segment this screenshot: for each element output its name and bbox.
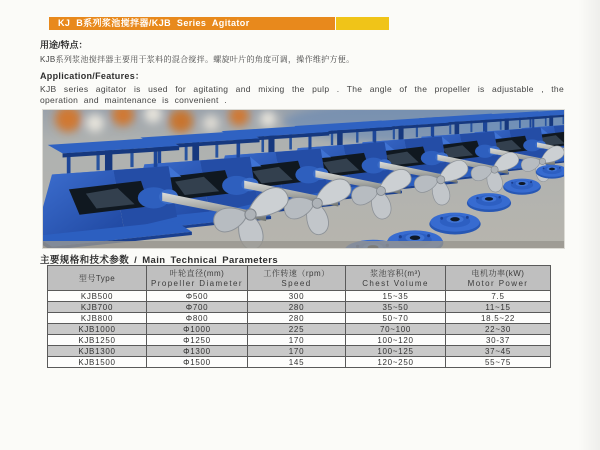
col-header-speed-cn: 工作转速（rpm）	[263, 269, 330, 278]
table-cell: Φ700	[147, 302, 248, 313]
table-body	[48, 291, 551, 368]
table-cell: Φ1300	[147, 346, 248, 357]
col-header-chest-volume	[346, 266, 446, 291]
table-cell: 280	[248, 313, 346, 324]
usage-heading-en: Application/Features：	[40, 71, 145, 81]
table-cell: KJB500	[48, 291, 147, 302]
intro-section	[40, 38, 564, 105]
table-cell: KJB800	[48, 313, 147, 324]
table-cell: Φ800	[147, 313, 248, 324]
table-cell: KJB1000	[48, 324, 147, 335]
table-cell: KJB1300	[48, 346, 147, 357]
table-cell: 225	[248, 324, 346, 335]
usage-body-cn: KJB系列浆池搅拌器主要用于浆料的混合搅拌。螺旋叶片的角度可调，操作维护方便。	[40, 55, 355, 64]
col-header-motor-power-cn: 电机功率(kW)	[471, 269, 525, 278]
table-row	[48, 302, 551, 313]
table-cell: 170	[248, 335, 346, 346]
product-photo	[43, 110, 564, 248]
col-header-propeller-diameter-en: Propeller Diameter	[151, 279, 243, 288]
col-header-chest-volume-cn: 浆池容积(m³)	[370, 269, 421, 278]
table-cell: KJB700	[48, 302, 147, 313]
col-header-type-cn: 型号Type	[78, 273, 116, 283]
table-cell: Φ1250	[147, 335, 248, 346]
usage-body-en: KJB series agitator is used for agitating and mixing the pulp . The angle of the propeller is adjustable , the operation and maintenance is convenient .	[40, 84, 564, 105]
col-header-propeller-diameter	[147, 266, 248, 291]
product-photo-illustration	[43, 110, 564, 248]
col-header-motor-power-en: Motor Power	[467, 279, 529, 288]
table-header-row	[48, 266, 551, 291]
table-cell: 300	[248, 291, 346, 302]
table-cell: 35~50	[346, 302, 446, 313]
col-header-speed	[248, 266, 346, 291]
table-cell: 70~100	[346, 324, 446, 335]
table-row	[48, 357, 551, 368]
col-header-motor-power	[446, 266, 551, 291]
table-row	[48, 335, 551, 346]
col-header-chest-volume-en: Chest Volume	[362, 279, 429, 288]
table-cell: 50~70	[346, 313, 446, 324]
table-cell: 30-37	[446, 335, 551, 346]
table-cell: 37~45	[446, 346, 551, 357]
table-row	[48, 291, 551, 302]
col-header-type	[48, 266, 147, 291]
table-cell: 15~35	[346, 291, 446, 302]
table-cell: 22~30	[446, 324, 551, 335]
technical-parameters-table	[47, 265, 551, 368]
page-title: KJ B系列浆池搅拌器/KJB Series Agitator	[49, 17, 335, 30]
table-cell: KJB1500	[48, 357, 147, 368]
photo-bottom-strip	[43, 241, 564, 248]
table-cell: Φ1500	[147, 357, 248, 368]
usage-heading-cn: 用途/特点：	[40, 40, 88, 50]
table-title: 主要规格和技术参数 / Main Technical Parameters	[40, 255, 279, 266]
col-header-speed-en: Speed	[281, 279, 312, 288]
table-cell: Φ1000	[147, 324, 248, 335]
table-cell: 55~75	[446, 357, 551, 368]
table-cell: 100~125	[346, 346, 446, 357]
table-row	[48, 313, 551, 324]
table-cell: 280	[248, 302, 346, 313]
table-cell: 120~250	[346, 357, 446, 368]
table-row	[48, 346, 551, 357]
table-row	[48, 324, 551, 335]
table-cell: Φ500	[147, 291, 248, 302]
title-gold-accent	[336, 17, 389, 30]
table-cell: KJB1250	[48, 335, 147, 346]
table-cell: 100~120	[346, 335, 446, 346]
col-header-propeller-diameter-cn: 叶轮直径(mm)	[169, 269, 225, 278]
table-cell: 18.5~22	[446, 313, 551, 324]
table-cell: 170	[248, 346, 346, 357]
table-cell: 145	[248, 357, 346, 368]
table-cell: 7.5	[446, 291, 551, 302]
table-cell: 11~15	[446, 302, 551, 313]
